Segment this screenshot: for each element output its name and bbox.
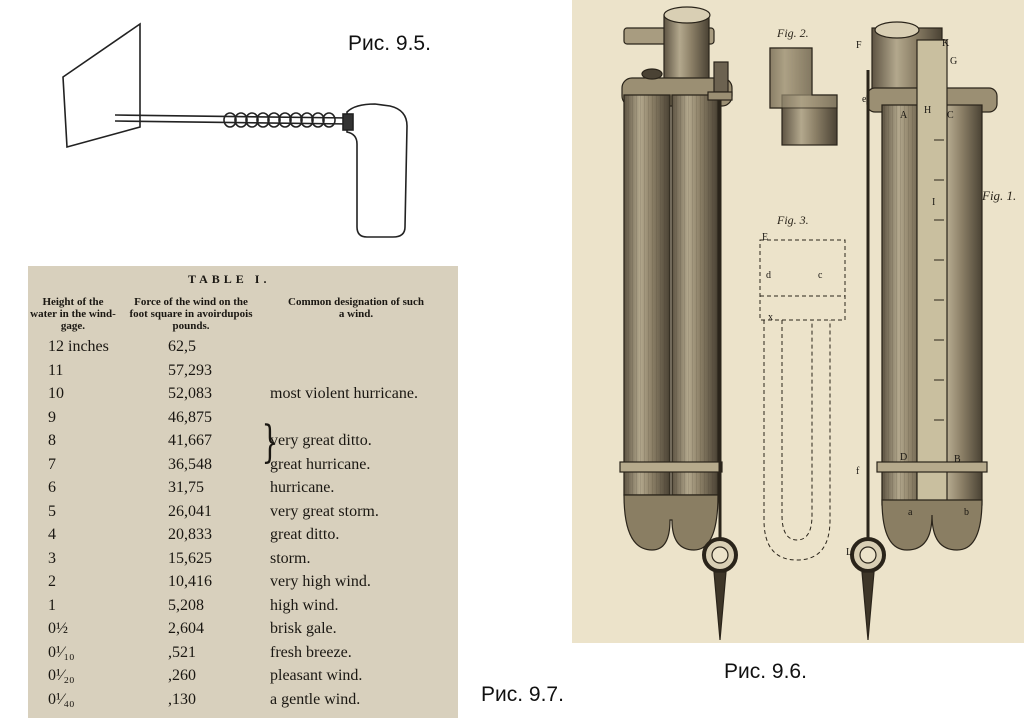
- cell-height: 0¹⁄₄₀: [48, 690, 75, 708]
- sketch-handle: [347, 104, 407, 237]
- brace-mark: }: [261, 417, 279, 468]
- cell-height: 0¹⁄₂₀: [48, 667, 75, 684]
- column-header-designation: Common designation of such a wind.: [288, 296, 424, 320]
- cell-height: 10: [48, 385, 64, 402]
- cell-force: ,260: [168, 667, 196, 684]
- table-row: [28, 338, 458, 361]
- figure-caption-9-5: Рис. 9.5.: [348, 32, 431, 55]
- sketch-plate: [63, 24, 140, 147]
- gauge-left: [620, 7, 736, 640]
- letter-D: D: [900, 452, 908, 463]
- letter-f: f: [856, 466, 860, 477]
- table-title: TABLE I.: [188, 272, 271, 286]
- cell-height: 2: [48, 573, 56, 590]
- cell-force: 10,416: [168, 573, 212, 590]
- letter-d: d: [766, 270, 771, 281]
- cell-force: 57,293: [168, 361, 212, 379]
- cell-designation: brisk gale.: [270, 620, 337, 637]
- cell-force: ,521: [168, 643, 196, 661]
- table-row: [28, 503, 458, 526]
- table-row: [28, 432, 458, 455]
- table-row: [28, 479, 458, 502]
- wind-gauge-plate: [572, 0, 1024, 643]
- cell-force: ,130: [168, 690, 196, 708]
- letter-b: b: [964, 507, 969, 518]
- letter-F: F: [856, 40, 862, 51]
- letter-K: K: [942, 38, 950, 49]
- cell-height: 0½: [48, 620, 68, 637]
- cell-designation: great ditto.: [270, 526, 340, 543]
- letter-B: B: [954, 454, 961, 465]
- letter-c: c: [818, 270, 823, 281]
- fig2-connector: [770, 48, 837, 145]
- letter-a: a: [908, 507, 913, 518]
- table-row: [28, 456, 458, 479]
- cell-designation: high wind.: [270, 596, 339, 614]
- cell-force: 62,5: [168, 338, 196, 355]
- table-row: [28, 691, 458, 714]
- cell-designation: pleasant wind.: [270, 667, 363, 684]
- wind-table-scan: [28, 266, 458, 718]
- table-row: [28, 620, 458, 643]
- cell-force: 26,041: [168, 502, 212, 520]
- cell-designation: very high wind.: [270, 573, 371, 590]
- cell-height: 11: [48, 361, 64, 379]
- cell-height: 8: [48, 432, 56, 449]
- cell-force: 20,833: [168, 526, 212, 543]
- cell-force: 31,75: [168, 479, 204, 496]
- cell-height: 6: [48, 479, 56, 496]
- table-row: [28, 550, 458, 573]
- table-row: [28, 667, 458, 690]
- cell-designation: a gentle wind.: [270, 690, 361, 708]
- letter-H: H: [924, 105, 932, 116]
- table-row: [28, 385, 458, 408]
- table-row: [28, 597, 458, 620]
- cell-force: 52,083: [168, 385, 212, 402]
- cell-designation: hurricane.: [270, 479, 335, 496]
- cell-height: 12 inches: [48, 338, 109, 355]
- cell-height: 4: [48, 526, 56, 543]
- cell-force: 36,548: [168, 455, 212, 473]
- cell-force: 41,667: [168, 432, 212, 449]
- cell-height: 3: [48, 549, 56, 567]
- table-row: [28, 409, 458, 432]
- anemometer-sketch: [55, 22, 415, 247]
- letter-L: L: [846, 547, 853, 558]
- figure-caption-9-7: Рис. 9.7.: [481, 683, 564, 706]
- table-row: [28, 526, 458, 549]
- cell-designation: most violent hurricane.: [270, 385, 418, 402]
- table-row: [28, 362, 458, 385]
- fig3-outline: [760, 240, 845, 560]
- cell-force: 46,875: [168, 408, 212, 426]
- cell-designation: storm.: [270, 549, 311, 567]
- cell-height: 7: [48, 455, 56, 473]
- letter-e: e: [862, 94, 867, 105]
- fig2-label: Fig. 2.: [777, 26, 809, 40]
- column-header-force: Force of the wind on the foot square in avoirdupois pounds.: [129, 296, 253, 332]
- letter-I: I: [932, 197, 936, 208]
- letter-C: C: [947, 110, 954, 121]
- cell-height: 1: [48, 596, 56, 614]
- letter-x: x: [768, 312, 773, 323]
- table-row: [28, 573, 458, 596]
- cell-designation: fresh breeze.: [270, 643, 352, 661]
- cell-designation: very great ditto.: [270, 432, 372, 449]
- letter-E: E: [762, 232, 769, 243]
- table-row: [28, 644, 458, 667]
- figure-caption-9-6: Рис. 9.6.: [724, 660, 807, 683]
- column-header-height: Height of the water in the wind-gage.: [30, 296, 116, 332]
- cell-designation: great hurricane.: [270, 455, 371, 473]
- cell-force: 2,604: [168, 620, 204, 637]
- cell-height: 5: [48, 502, 56, 520]
- sketch-spring: [224, 113, 335, 127]
- fig3-label: Fig. 3.: [777, 213, 809, 227]
- letter-G: G: [950, 56, 958, 67]
- cell-force: 15,625: [168, 549, 212, 567]
- cell-designation: very great storm.: [270, 502, 379, 520]
- letter-A: A: [900, 110, 908, 121]
- cell-height: 9: [48, 408, 56, 426]
- cell-height: 0¹⁄₁₀: [48, 643, 75, 661]
- cell-force: 5,208: [168, 596, 204, 614]
- fig1-label: Fig. 1.: [982, 188, 1017, 203]
